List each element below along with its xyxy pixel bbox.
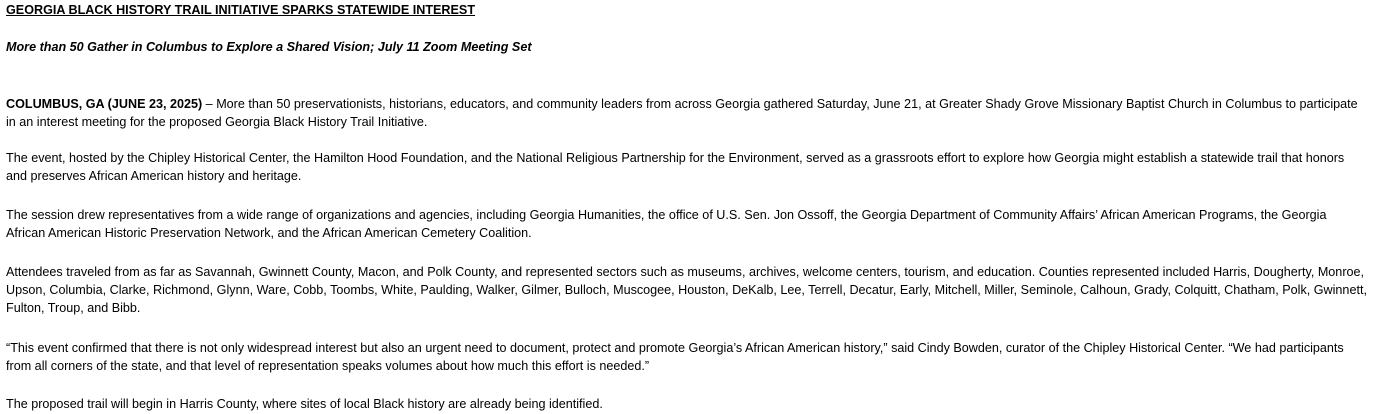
dateline: COLUMBUS, GA (JUNE 23, 2025) (6, 97, 203, 111)
paragraph-intro-text: – More than 50 preservationists, historians, educators, and community leaders from across Georgia gathered Saturday, June 21, at Greater Shady Grove Missionary Baptist Church in Columbus to participate in an interest meeting for the proposed Georgia Black History Trail Initiative. (6, 97, 1358, 129)
headline: GEORGIA BLACK HISTORY TRAIL INITIATIVE SPARKS STATEWIDE INTEREST (6, 3, 476, 17)
paragraph-representatives: The session drew representatives from a wide range of organizations and agencies, including Georgia Humanities, the office of U.S. Sen. Jon Ossoff, the Georgia Department of Community Affairs’ African American Programs, the Georgia African American Historic Preservation Network, and the African American Cemetery Coalition. (6, 208, 1327, 240)
paragraph-attendees: Attendees traveled from as far as Savannah, Gwinnett County, Macon, and Polk County, and represented sectors such as museums, archives, welcome centers, tourism, and education. Counties represented included Harris, Dougherty, Monroe, Upson, Columbia, Clarke, Richmond, Glynn, Ware, Cobb, Toombs, White, Paulding, Walker, Gilmer, Bulloch, Muscogee, Houston, DeKalb, Lee, Terrell, Decatur, Early, Mitchell, Miller, Seminole, Calhoun, Grady, Colquitt, Chatham, Polk, Gwinnett, Fulton, Troup, and Bibb. (6, 265, 1367, 315)
paragraph-event-hosts: The event, hosted by the Chipley Historical Center, the Hamilton Hood Foundation, and the National Religious Partnership for the Environment, served as a grassroots effort to explore how Georgia might establish a statewide trail that honors and preserves African American history and heritage. (6, 151, 1345, 183)
paragraph-trail-start: The proposed trail will begin in Harris County, where sites of local Black history are already being identified. (6, 397, 603, 411)
paragraph-quote: “This event confirmed that there is not only widespread interest but also an urgent need to document, protect and promote Georgia’s African American history,” said Cindy Bowden, curator of the Chipley Historical Center. “We had participants from all corners of the state, and that level of representation speaks volumes about how much this effort is needed.” (6, 341, 1344, 373)
paragraph-intro (6, 95, 1368, 131)
subheadline: More than 50 Gather in Columbus to Explore a Shared Vision; July 11 Zoom Meeting Set (6, 40, 532, 54)
